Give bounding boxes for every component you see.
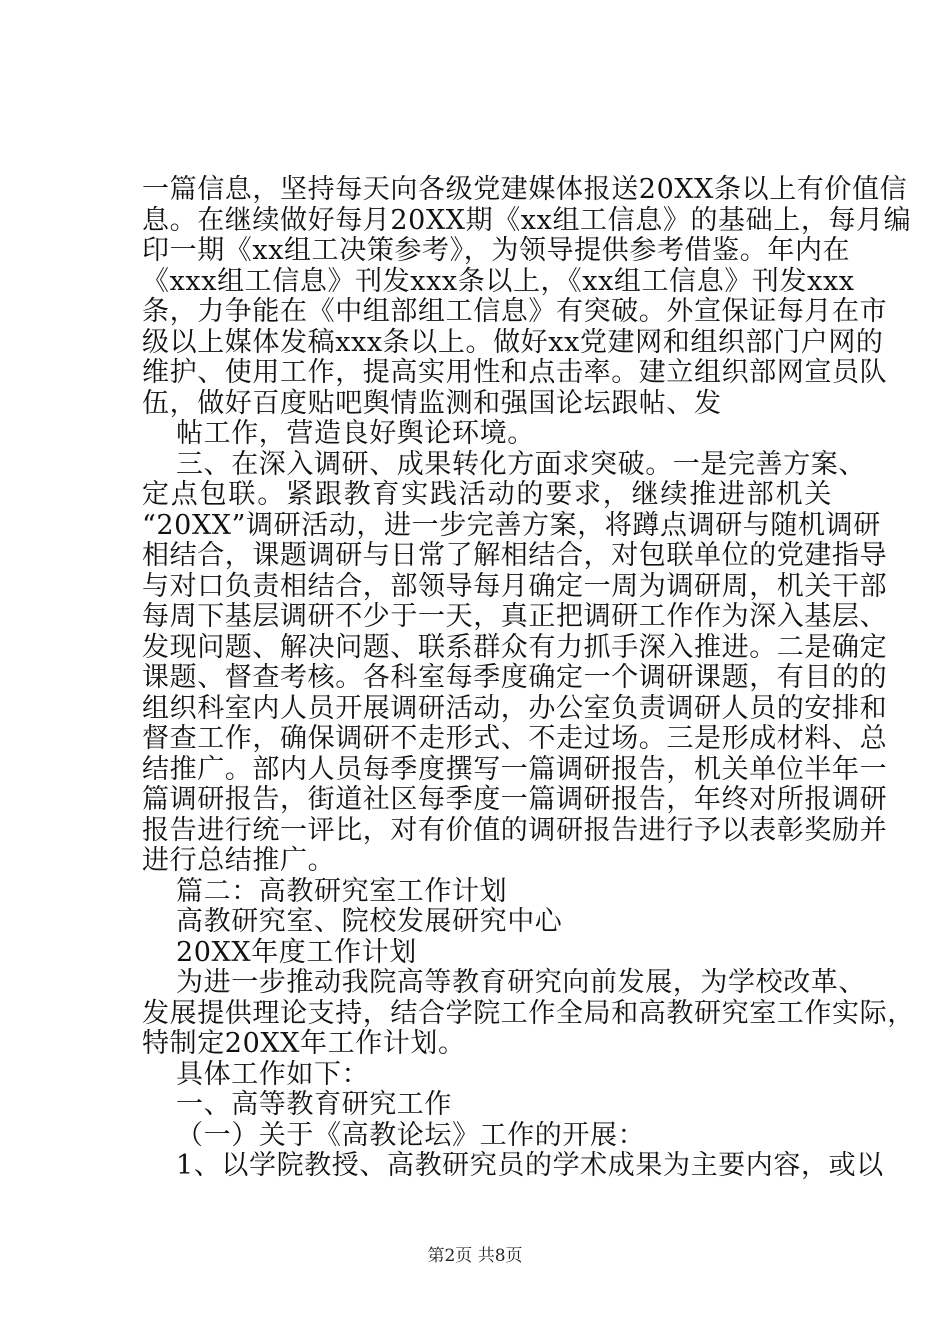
body-line: 特制定20XX年工作计划。 [142, 1028, 466, 1059]
body-line: 条，力争能在《中组部组工信息》有突破。外宣保证每月在市 [142, 296, 888, 327]
subsection-heading-line: （一）关于《高教论坛》工作的开展： [176, 1119, 646, 1151]
body-line: 结推广。部内人员每季度撰写一篇调研报告，机关单位半年一 [142, 753, 888, 785]
body-line: 督查工作，确保调研不走形式、不走过场。三是形成材料、总 [142, 723, 888, 754]
plan-title: 20XX年度工作计划 [176, 936, 417, 968]
body-line: 具体工作如下： [176, 1058, 370, 1090]
body-line: 维护、使用工作，提高实用性和点击率。建立组织部网宣员队 [142, 357, 888, 388]
body-line: 帖工作，营造良好舆论环境。 [176, 418, 535, 449]
body-line: 相结合，课题调研与日常了解相结合，对包联单位的党建指导 [142, 540, 888, 571]
body-line: 为进一步推动我院高等教育研究向前发展，为学校改革、 [176, 967, 866, 998]
body-line: 每周下基层调研不少于一天，真正把调研工作作为深入基层、 [142, 601, 888, 632]
body-line: 定点包联。紧跟教育实践活动的要求，继续推进部机关 [142, 479, 832, 510]
body-line: 《xxx组工信息》刊发xxx条以上，《xx组工信息》刊发xxx [142, 265, 855, 297]
body-line: 课题、督查考核。各科室每季度确定一个调研课题，有目的的 [142, 662, 888, 693]
body-line: 息。在继续做好每月20XX期《xx组工信息》的基础上，每月编 [142, 204, 912, 236]
section-heading-line: 一、高等教育研究工作 [176, 1089, 452, 1120]
body-line: 发现问题、解决问题、联系群众有力抓手深入推进。二是确定 [142, 631, 888, 663]
organization-title: 高教研究室、院校发展研究中心 [176, 906, 563, 937]
body-line: 篇调研报告，街道社区每季度一篇调研报告，年终对所报调研 [142, 784, 888, 815]
body-line: 级以上媒体发稿xxx条以上。做好xx党建网和组织部门户网的 [142, 326, 884, 358]
body-line: 伍，做好百度贴吧舆情监测和强国论坛跟帖、发 [142, 387, 722, 419]
body-line: 报告进行统一评比，对有价值的调研报告进行予以表彰奖励并 [142, 814, 888, 846]
section-heading-line: 三、在深入调研、成果转化方面求突破。一是完善方案、 [176, 448, 866, 480]
body-line: 一篇信息，坚持每天向各级党建媒体报送20XX条以上有价值信 [142, 174, 908, 205]
body-line: 与对口负责相结合，部领导每月确定一周为调研周，机关干部 [142, 570, 888, 602]
body-line: 发展提供理论支持，结合学院工作全局和高教研究室工作实际， [142, 997, 915, 1029]
body-line: “20XX”调研活动，进一步完善方案，将蹲点调研与随机调研 [142, 509, 881, 541]
body-line: 组织科室内人员开展调研活动，办公室负责调研人员的安排和 [142, 692, 888, 724]
body-line: 进行总结推广。 [142, 845, 336, 876]
page-footer: 第2页 共8页 [427, 1246, 523, 1266]
body-line: 1、以学院教授、高教研究员的学术成果为主要内容，或以 [176, 1150, 884, 1181]
article-title: 篇二：高教研究室工作计划 [176, 875, 508, 907]
body-line: 印一期《xx组工决策参考》，为领导提供参考借鉴。年内在 [142, 235, 851, 266]
